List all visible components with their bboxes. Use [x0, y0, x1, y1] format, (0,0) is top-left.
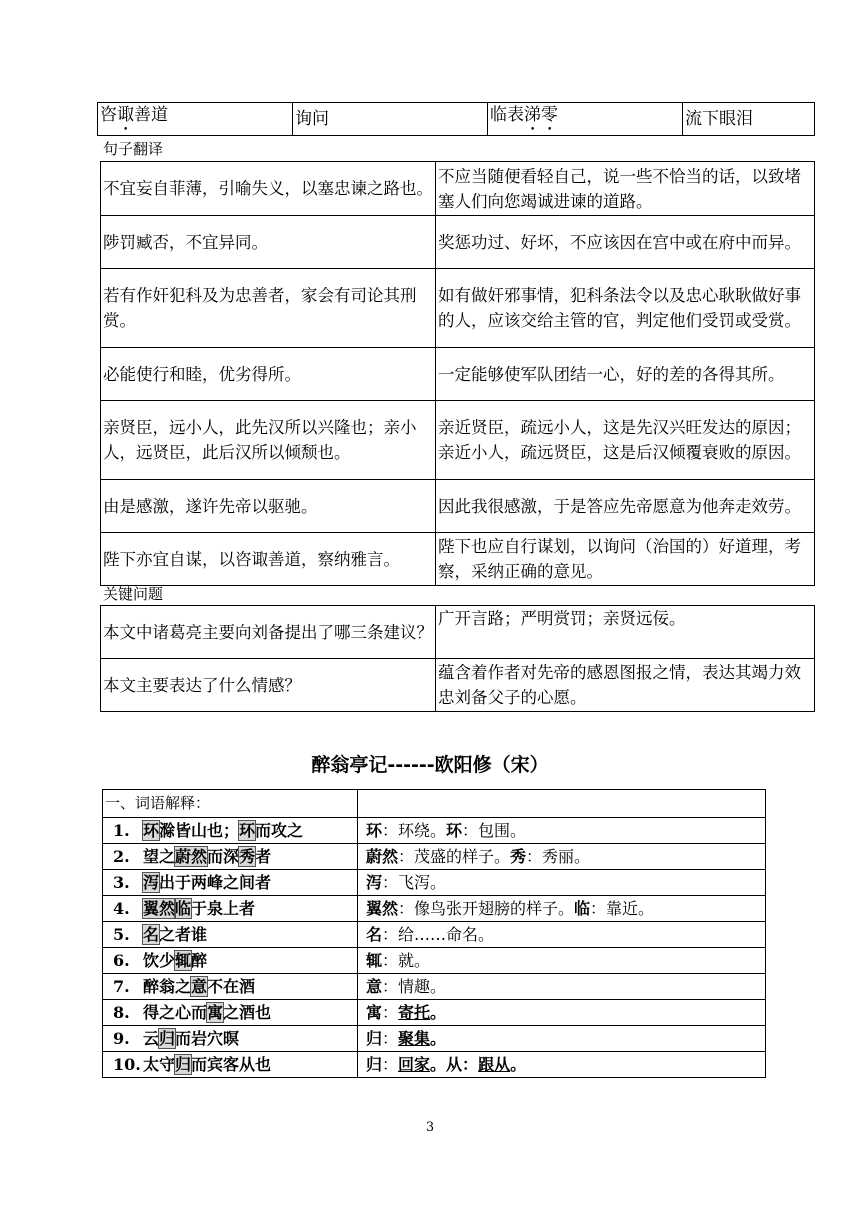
question-text: 本文主要表达了什么情感？ — [101, 659, 436, 712]
meaning-cell: 流下眼泪 — [683, 103, 815, 136]
section-title: 醉翁亭记------欧阳修（宋） — [311, 754, 549, 776]
item-number: 4. — [113, 899, 130, 918]
answer-text: 蕴含着作者对先帝的感恩图报之情，表达其竭力效忠刘备父子的心愿。 — [436, 659, 815, 712]
item-number: 8. — [113, 1003, 130, 1022]
table-row — [103, 818, 766, 844]
vocab-sentence — [103, 844, 358, 870]
translation-text: 不应当随便看轻自己，说一些不恰当的话，以致堵塞人们向您竭诚进谏的道路。 — [436, 162, 815, 216]
sentence-text: 醉 — [191, 951, 208, 970]
sentence-text: 得之心而 — [143, 1003, 208, 1022]
table-row — [101, 216, 815, 269]
highlighted-word: 寓 — [207, 1003, 224, 1022]
item-number: 6. — [113, 951, 130, 970]
table-row — [101, 480, 815, 533]
explanation-text: ：就。 — [382, 951, 431, 970]
sentence-text: 云 — [143, 1029, 160, 1048]
keyword: 蔚然 — [366, 847, 399, 866]
sentence-text: 滁皆山也； — [159, 821, 240, 840]
vocab-sentence — [103, 1026, 358, 1052]
highlighted-word: 名 — [143, 925, 160, 944]
explanation-text: ：像鸟张开翅膀的样子。 — [398, 899, 575, 918]
vocab-sentence — [103, 922, 358, 948]
vocab-explanation — [358, 1026, 766, 1052]
keyword: 寄托 — [398, 1003, 431, 1022]
table-row — [101, 348, 815, 401]
vocab-sentence — [103, 948, 358, 974]
translation-text: 如有做奸邪事情，犯科条法令以及忠心耿耿做好事的人，应该交给主管的官，判定他们受罚或受赏。 — [436, 269, 815, 348]
table-row — [101, 659, 815, 712]
item-number: 5. — [113, 925, 130, 944]
highlighted-word: 临 — [175, 899, 192, 918]
table-row — [101, 533, 815, 586]
highlighted-word: 秀 — [239, 847, 256, 866]
translation-text: 因此我很感激，于是答应先帝愿意为他奔走效劳。 — [436, 480, 815, 533]
vocab-explanation — [358, 1000, 766, 1026]
translation-text: 奖惩功过、好坏，不应该因在宫中或在府中而异。 — [436, 216, 815, 269]
table-row — [103, 870, 766, 896]
vocab-explanation — [358, 948, 766, 974]
highlighted-word: 辄 — [175, 951, 192, 970]
explanation-text: ：靠近。 — [590, 899, 655, 918]
highlighted-word: 蔚然 — [175, 847, 208, 866]
highlighted-word: 环 — [143, 821, 160, 840]
source-sentence: 不宜妄自菲薄，引喻失义，以塞忠谏之路也。 — [101, 162, 436, 216]
table-row — [98, 103, 815, 136]
sentence-text: 醉翁之 — [143, 977, 192, 996]
source-sentence: 由是感激，遂许先帝以驱驰。 — [101, 480, 436, 533]
vocab-sentence — [103, 974, 358, 1000]
keyword: 聚集 — [398, 1029, 431, 1048]
key-questions-label: 关键问题 — [103, 585, 164, 603]
keyword: 翼然 — [366, 899, 399, 918]
source-sentence: 必能使行和睦，优劣得所。 — [101, 348, 436, 401]
sentence-text: 出于两峰之间者 — [159, 873, 272, 892]
sentence-text: 而攻之 — [255, 821, 304, 840]
translation-text: 一定能够使军队团结一心，好的差的各得其所。 — [436, 348, 815, 401]
highlighted-word: 归 — [159, 1029, 176, 1048]
translation-text: 亲近贤臣，疏远小人，这是先汉兴旺发达的原因；亲近小人，疏远贤臣，这是后汉倾覆衰败的原因。 — [436, 401, 815, 480]
highlighted-word: 意 — [191, 977, 208, 996]
keyword: 辄 — [366, 951, 383, 970]
explanation-text: ：秀丽。 — [526, 847, 591, 866]
vocab-sentence — [103, 1052, 358, 1078]
meaning-cell: 询问 — [293, 103, 488, 136]
translation-label: 句子翻译 — [103, 140, 164, 158]
item-number: 10. — [113, 1055, 141, 1074]
vocab-explanation — [358, 844, 766, 870]
item-number: 7. — [113, 977, 130, 996]
table-row — [103, 922, 766, 948]
item-number: 9. — [113, 1029, 130, 1048]
sentence-text: 太守 — [143, 1055, 176, 1074]
keyword: 。从： — [430, 1055, 479, 1074]
vocab-continuation-table — [97, 102, 815, 136]
explanation-text: ： — [382, 1055, 399, 1074]
page-number: 3 — [425, 1120, 435, 1135]
keyword: 跟从 — [478, 1055, 511, 1074]
sentence-text: 饮少 — [143, 951, 176, 970]
keyword: 名 — [366, 925, 383, 944]
table-row — [101, 606, 815, 659]
sentence-text: 而岩穴暝 — [175, 1029, 240, 1048]
vocab-sentence — [103, 818, 358, 844]
translation-table — [100, 161, 815, 586]
table-row — [103, 948, 766, 974]
term-cell: 临表涕零 — [488, 103, 683, 136]
sentence-text: 而深 — [207, 847, 240, 866]
keyword: 临 — [574, 899, 591, 918]
table-row — [103, 1000, 766, 1026]
highlighted-word: 翼然 — [143, 899, 176, 918]
questions-table — [100, 605, 815, 712]
term-cell: 咨诹善道 — [98, 103, 293, 136]
keyword: 环 — [446, 821, 463, 840]
sentence-text: 望之 — [143, 847, 176, 866]
source-sentence: 若有作奸犯科及为忠善者，家会有司论其刑赏。 — [101, 269, 436, 348]
keyword: 意 — [366, 977, 383, 996]
vocab-sentence — [103, 1000, 358, 1026]
question-text: 本文中诸葛亮主要向刘备提出了哪三条建议？ — [101, 606, 436, 659]
translation-text: 陛下也应自行谋划，以询问（治国的）好道理，考察，采纳正确的意见。 — [436, 533, 815, 586]
item-number: 1. — [113, 821, 130, 840]
explanation-text: ：茂盛的样子。 — [398, 847, 511, 866]
source-sentence: 亲贤臣，远小人，此先汉所以兴隆也；亲小人，远贤臣，此后汉所以倾颓也。 — [101, 401, 436, 480]
keyword: 。 — [430, 1029, 447, 1048]
vocab-explanation — [358, 870, 766, 896]
explanation-text: ： — [382, 1003, 399, 1022]
table-row — [103, 1052, 766, 1078]
keyword: 寓 — [366, 1003, 383, 1022]
keyword: 归 — [366, 1029, 383, 1048]
vocab-sentence — [103, 870, 358, 896]
table-row — [101, 269, 815, 348]
sentence-text: 于泉上者 — [191, 899, 256, 918]
vocab-explanation — [358, 1052, 766, 1078]
sentence-text: 者 — [255, 847, 272, 866]
table-row — [103, 1026, 766, 1052]
source-sentence: 陛下亦宜自谋，以咨诹善道，察纳雅言。 — [101, 533, 436, 586]
table-row — [103, 974, 766, 1000]
item-number: 3. — [113, 873, 130, 892]
highlighted-word: 归 — [175, 1055, 192, 1074]
table-row — [103, 896, 766, 922]
vocab-explanation — [358, 974, 766, 1000]
explanation-text: ：情趣。 — [382, 977, 447, 996]
table-row — [103, 844, 766, 870]
sentence-text: 不在酒 — [207, 977, 256, 996]
source-sentence: 陟罚臧否，不宜异同。 — [101, 216, 436, 269]
vocab-explanation — [358, 818, 766, 844]
vocab-header: 一、词语解释： — [103, 790, 358, 818]
explanation-text: ： — [382, 1029, 399, 1048]
highlighted-word: 泻 — [143, 873, 160, 892]
answer-text: 广开言路；严明赏罚；亲贤远佞。 — [436, 606, 815, 659]
explanation-text: ：包围。 — [462, 821, 527, 840]
empty-cell — [358, 790, 766, 818]
item-number: 2. — [113, 847, 130, 866]
sentence-text: 之者谁 — [159, 925, 208, 944]
sentence-text: 之酒也 — [223, 1003, 272, 1022]
vocab-table — [102, 789, 766, 1078]
explanation-text: ：环绕。 — [382, 821, 447, 840]
keyword: 。 — [430, 1003, 447, 1022]
table-row — [101, 401, 815, 480]
vocab-explanation — [358, 896, 766, 922]
explanation-text: ：飞泻。 — [382, 873, 447, 892]
keyword: 泻 — [366, 873, 383, 892]
keyword: 归 — [366, 1055, 383, 1074]
keyword: 环 — [366, 821, 383, 840]
keyword: 。 — [510, 1055, 527, 1074]
table-row — [103, 790, 766, 818]
vocab-sentence — [103, 896, 358, 922]
table-row — [101, 162, 815, 216]
sentence-text: 而宾客从也 — [191, 1055, 272, 1074]
keyword: 回家 — [398, 1055, 431, 1074]
keyword: 秀 — [510, 847, 527, 866]
highlighted-word: 环 — [239, 821, 256, 840]
vocab-explanation — [358, 922, 766, 948]
explanation-text: ：给……命名。 — [382, 925, 495, 944]
